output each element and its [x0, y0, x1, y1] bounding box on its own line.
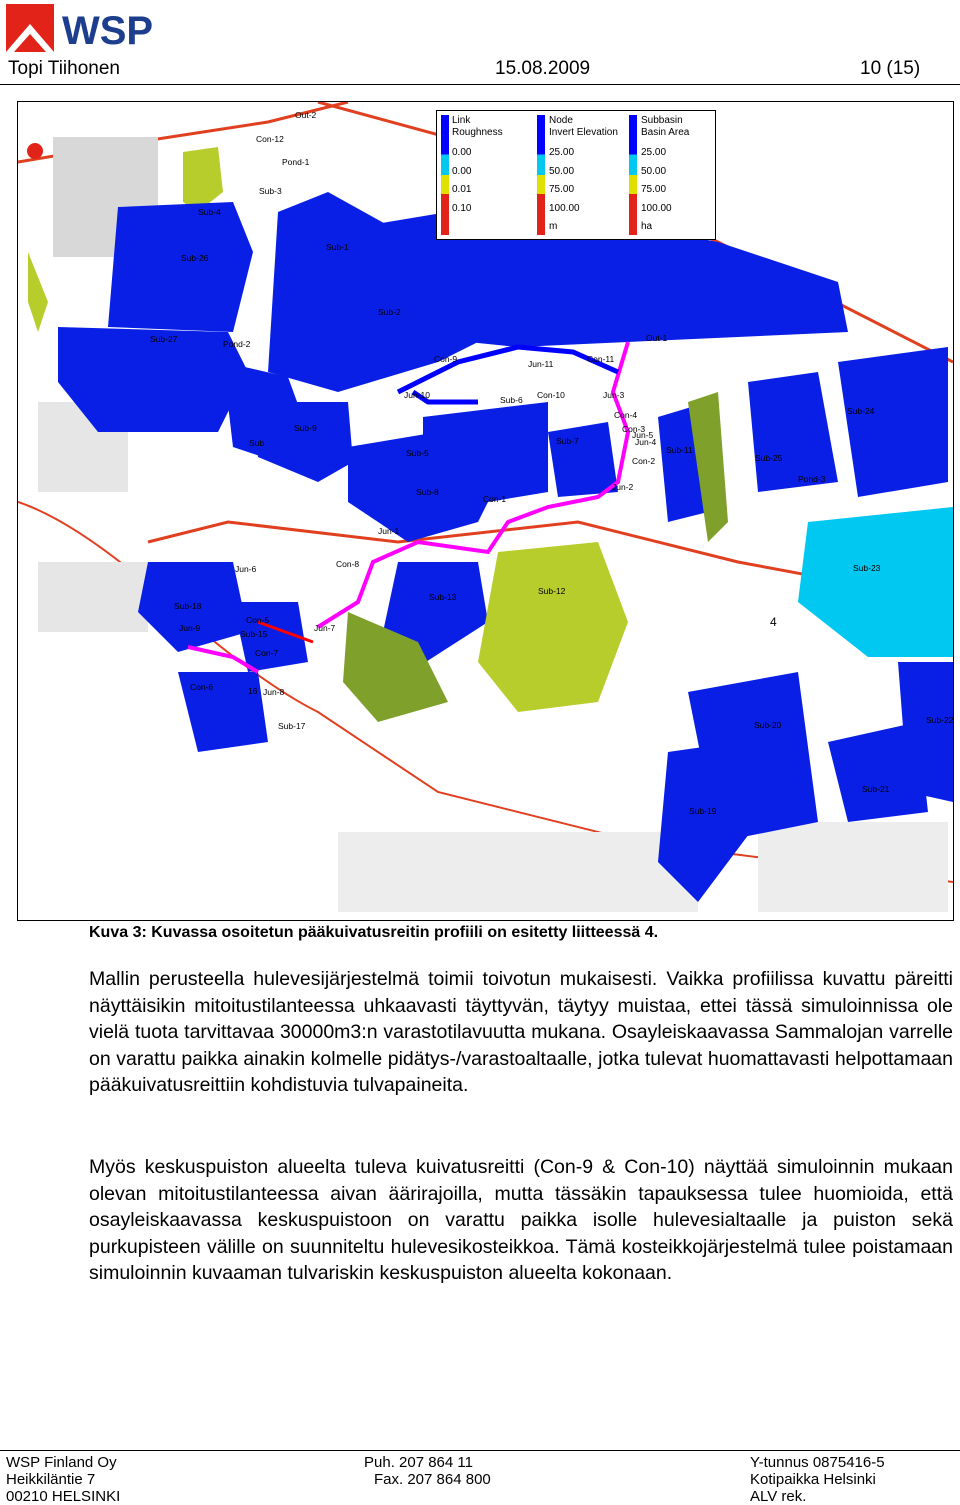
out-2-node: [27, 143, 43, 159]
footer-street: Heikkiläntie 7: [6, 1471, 96, 1488]
label-sub-17: Sub-17: [278, 721, 306, 731]
sub-12-area: [478, 542, 628, 712]
footer-company: WSP Finland Oy: [6, 1454, 117, 1471]
footer-rule: [0, 1450, 960, 1451]
label-sub-23: Sub-23: [853, 563, 881, 573]
label-sub-6: Sub-6: [500, 395, 523, 405]
label-con-9: Con-9: [434, 354, 458, 364]
wsp-logo: [6, 4, 171, 56]
label-jun-7: Jun-7: [314, 623, 336, 633]
label-sub-5: Sub-5: [406, 448, 429, 458]
legend-link: Link Roughness 0.00 0.00 0.01 0.10: [452, 115, 503, 214]
label-sub-27: Sub-27: [150, 334, 178, 344]
page-number: 10 (15): [860, 58, 921, 79]
label-sub-21: Sub-21: [862, 784, 890, 794]
footer-postal: 00210 HELSINKI: [6, 1488, 121, 1505]
label-sub-2: Sub-2: [378, 307, 401, 317]
page-header: [0, 58, 960, 80]
paragraph-1-body: Vaikka profiilissa kuvattu päreitti näyttäisikin mitoitustilanteessa uhkaavasti täyttyvän, täytyy muistaa, ettei tässä simuloinnissa ole vielä tuota tarvittavaa 30000m3:n varastotilavuutta mukana. Osayleiskaavassa Sammalojan varrelle on varattu paikka ainakin kolmelle pidätys-/varastoaltaalle, jotka tulevat huomattavasti helpottamaan pääkuivatusreittiin kohdistuvia tulvapaineita.: [89, 968, 953, 1096]
label-out-2: Out-2: [295, 110, 317, 120]
sub-23-area: [798, 507, 953, 657]
label-sub-1: Sub-1: [326, 242, 349, 252]
label-sub-3: Sub-3: [259, 186, 282, 196]
drainage-map: [17, 101, 954, 921]
label-jun-10: Jun-10: [404, 390, 430, 400]
label-sub-11: Sub-11: [666, 445, 693, 455]
label-jun-8: Jun-8: [263, 687, 285, 697]
label-sub-13: Sub-13: [429, 592, 457, 602]
legend-node: Node Invert Elevation 25.00 50.00 75.00 100.00 m: [549, 115, 618, 232]
label-sub-20: Sub-20: [754, 720, 782, 730]
label-sub-12: Sub-12: [538, 586, 566, 596]
label-out-1: Out-1: [646, 333, 668, 343]
figure-caption: Kuva 3: Kuvassa osoitetun pääkuivatusreitin profiili on esitetty liitteessä 4.: [89, 924, 659, 941]
label-jun-3: Jun-3: [603, 390, 625, 400]
label-jun-11: Jun-11: [528, 359, 554, 369]
label-sub: Sub: [249, 438, 265, 448]
label-con-1: Con-1: [483, 494, 507, 504]
author: Topi Tiihonen: [8, 58, 120, 79]
label-con-7: Con-7: [255, 648, 279, 658]
footer-kotipaikka: Kotipaikka Helsinki: [750, 1471, 876, 1488]
label-sub-18: Sub-18: [174, 601, 202, 611]
label-sub-19: Sub-19: [689, 806, 717, 816]
sub-9-area: [253, 402, 353, 482]
sub-24-area: [838, 347, 948, 497]
label-con-11: Con-11: [587, 354, 615, 364]
label-jun-2: Jun-2: [612, 482, 634, 492]
label-jun-1: Jun-1: [378, 526, 400, 536]
footer-fax: Fax. 207 864 800: [374, 1471, 491, 1488]
label-jun-9: Jun-9: [179, 623, 201, 633]
footer-ytunnus: Y-tunnus 0875416-5: [750, 1454, 885, 1471]
label-sub-22: Sub-22: [926, 715, 954, 725]
header-rule: [0, 84, 960, 85]
label-sub-7: Sub-7: [556, 436, 579, 446]
label-con-2: Con-2: [632, 456, 656, 466]
date: 15.08.2009: [495, 58, 591, 79]
label-pond-3: Pond-3: [798, 474, 826, 484]
label-pond-2: Pond-2: [223, 339, 251, 349]
footer-alv: ALV rek.: [750, 1488, 807, 1505]
legend-subbasin: Subbasin Basin Area 25.00 50.00 75.00 100.00 ha: [641, 115, 690, 232]
label-con-5: Con-5: [246, 615, 270, 625]
label-sub-4: Sub-4: [198, 207, 221, 217]
label-sub-8: Sub-8: [416, 487, 439, 497]
label-sub-25: Sub-25: [755, 453, 783, 463]
paragraph-2: Myös keskuspuiston alueelta tuleva kuivatusreitti (Con-9 & Con-10) näyttää simuloinnin mukaan olevan mitoitustilanteessa aivan äärirajoilla, mutta tässäkin tapauksessa tulee huomioida, että osayleiskaavassa keskuspuistoon on varattu paikka isolle hulevesialtaalle ja puiston sekä purkupisteen välille on suunniteltu hulevesikosteikkoa. Tämä kosteikkojärjestelmä tulee poistamaan simuloinnin kuvaaman tulvariskin keskuspuiston alueelta kokonaan.: [89, 1156, 953, 1284]
label-sub-24: Sub-24: [847, 406, 875, 416]
label-sub-26: Sub-26: [181, 253, 209, 263]
label-sub-15: Sub-15: [240, 629, 268, 639]
sub-7-area: [548, 422, 618, 497]
label-jun-6: Jun-6: [235, 564, 257, 574]
label-con-8: Con-8: [336, 559, 360, 569]
label-con-12: Con-12: [256, 134, 284, 144]
label-sub-16: 16: [248, 686, 258, 696]
footer-phone: Puh. 207 864 11: [364, 1454, 473, 1471]
label-jun-4: Jun-4: [635, 437, 657, 447]
label-sub-9: Sub-9: [294, 423, 317, 433]
label-con-10: Con-10: [537, 390, 565, 400]
label-con-3: Con-3: [622, 424, 646, 434]
body-text: [89, 966, 953, 1099]
paragraph-1-lead: Mallin perusteella hulevesijärjestelmä toimii toivotun mukaisesti.: [89, 968, 658, 990]
label-con-4: Con-4: [614, 410, 638, 420]
label-four: 4: [770, 615, 777, 629]
sub-26-area: [108, 202, 253, 332]
label-pond-1: Pond-1: [282, 157, 310, 167]
label-con-6: Con-6: [190, 682, 214, 692]
label-jun-5: Jun-5: [632, 430, 654, 440]
sub-4-area: [183, 147, 223, 212]
logo-text: WSP: [62, 9, 154, 53]
map-legend: [436, 110, 716, 240]
